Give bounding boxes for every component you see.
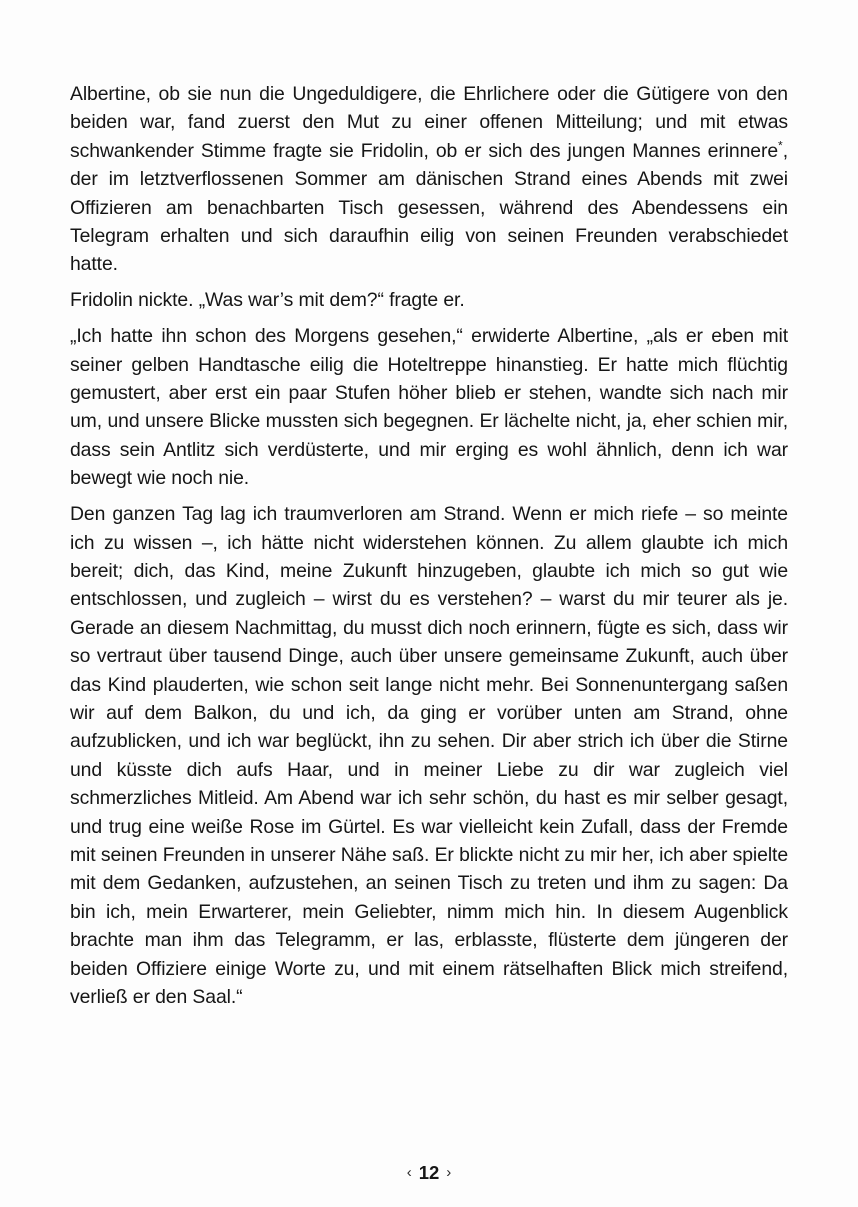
page-footer — [0, 1162, 858, 1184]
folio-right-guillemet: › — [446, 1164, 452, 1181]
page-number: 12 — [418, 1162, 440, 1183]
paragraph-2: Fridolin nickte. „Was war’s mit dem?“ fragte er. — [70, 289, 465, 312]
paragraph-3: „Ich hatte ihn schon des Morgens gesehen,“ erwiderte Albertine, „als er eben mit seiner gelben Handtasche eilig die Hoteltreppe hinanstieg. Er hatte mich flüchtig gemustert, aber erst ein paar Stufen höher blieb er stehen, wandte sich nach mir um, und unsere Blicke mussten sich begegnen. Er lächelte nicht, ja, eher schien mir, dass sein Antlitz sich verdüsterte, und mir erging es wohl ähnlich, denn ich war bewegt wie noch nie. — [70, 325, 788, 490]
folio-left-guillemet: ‹ — [406, 1164, 412, 1181]
paragraph-1-text-before-footnote: Albertine, ob sie nun die Ungeduldigere, die Ehrlichere oder die Gütigere von den beiden war, fand zuerst den Mut zu einer offenen Mitteilung; und mit etwas schwankender Stimme fragte sie Fridolin, ob er sich des jungen Mannes erinnere — [70, 83, 788, 162]
paragraph-1-text-after-footnote: , der im letztverflossenen Sommer am dänischen Strand eines Abends mit zwei Offizieren am benachbarten Tisch gesessen, während des Abendessens ein Telegram erhalten und sich daraufhin eilig von seinen Freunden verabschiedet hatte. — [70, 139, 788, 276]
footnote-asterisk-marker: * — [778, 138, 783, 153]
paragraph-1 — [70, 80, 788, 279]
paragraph-4: Den ganzen Tag lag ich traumverloren am Strand. Wenn er mich riefe – so meinte ich zu wissen –, ich hätte nicht widerstehen können. Zu allem glaubte ich mich bereit; dich, das Kind, meine Zukunft hinzugeben, glaubte ich mich so gut wie entschlossen, und zugleich – wirst du es verstehen? – warst du mir teurer als je. Gerade an diesem Nachmittag, du musst dich noch erinnern, fügte es sich, dass wir so vertraut über tausend Dinge, auch über unsere gemeinsame Zukunft, auch über das Kind plauderten, wie schon seit lange nicht mehr. Bei Sonnenuntergang saßen wir auf dem Balkon, du und ich, da ging er vorüber unten am Strand, ohne aufzublicken, und ich war beglückt, ihn zu sehen. Dir aber strich ich über die Stirne und küsste dich aufs Haar, und in meiner Liebe zu dir war zugleich viel schmerzliches Mitleid. Am Abend war ich sehr schön, du hast es mir selber gesagt, und trug eine weiße Rose im Gürtel. Es war vielleicht kein Zufall, dass der Fremde mit seinen Freunden in unserer Nähe saß. Er blickte nicht zu mir her, ich aber spielte mit dem Gedanken, aufzustehen, an seinen Tisch zu treten und ihm zu sagen: Da bin ich, mein Erwarterer, mein Geliebter, nimm mich hin. In diesem Augenblick brachte man ihm das Telegramm, er las, erblasste, flüsterte dem jüngeren der beiden Offiziere einige Worte zu, und mit einem rätselhaften Blick mich streifend, verließ er den Saal.“ — [70, 503, 788, 1009]
page-text — [70, 80, 788, 1012]
